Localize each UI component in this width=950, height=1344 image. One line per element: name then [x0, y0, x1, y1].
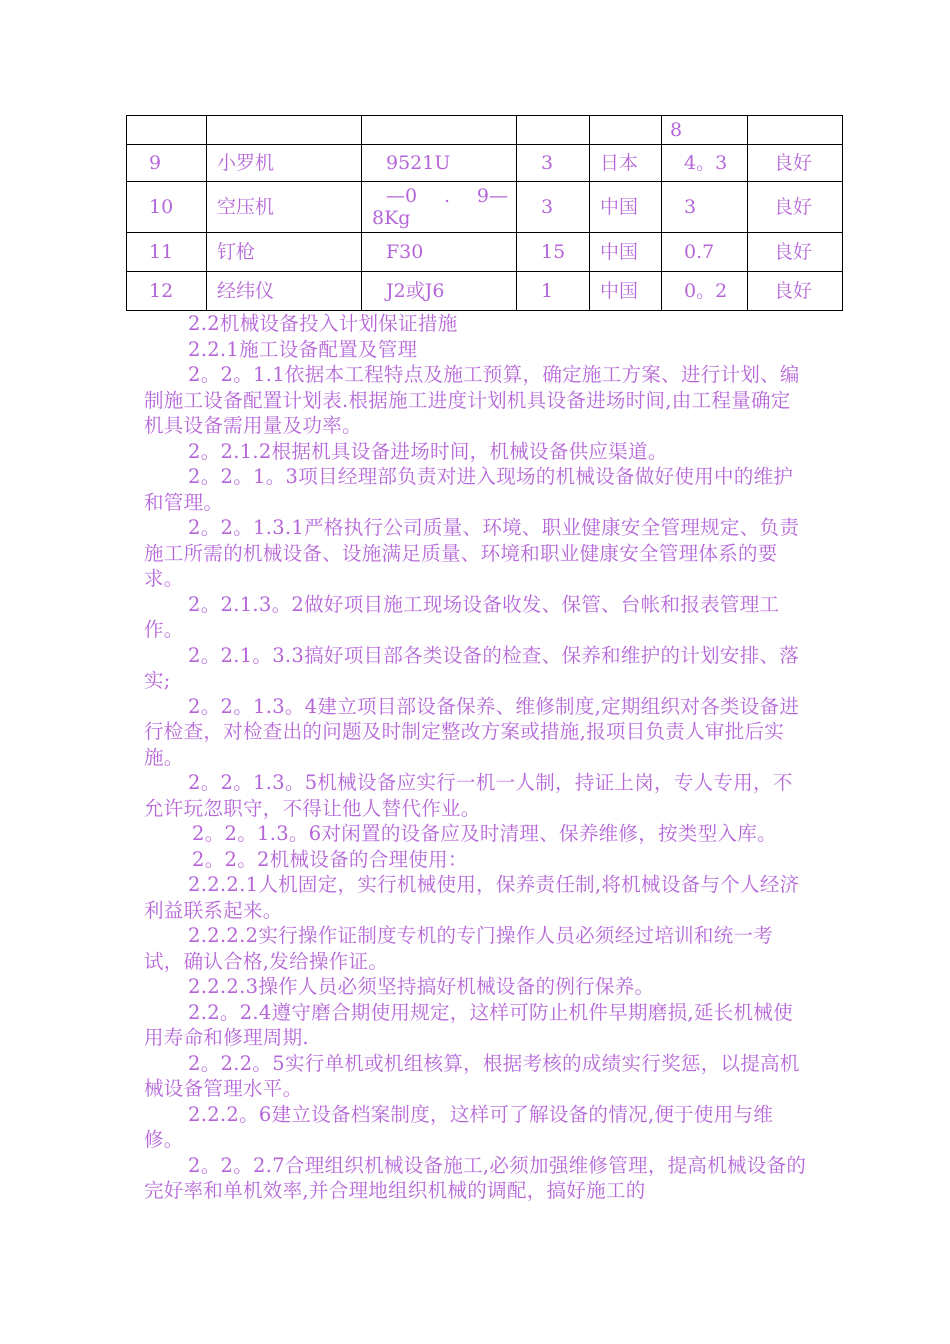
table-cell: 中国: [590, 272, 662, 311]
table-cell: 9: [127, 145, 207, 182]
table-cell: 小罗机: [207, 145, 362, 182]
table-cell: [362, 182, 517, 233]
table-row: [127, 233, 843, 272]
table-cell: 良好: [748, 145, 843, 182]
table-row: [127, 116, 843, 145]
paragraph: 2.2.2.2实行操作证制度专机的专门操作人员必须经过培训和统一考试，确认合格,发给操作证。: [144, 924, 774, 973]
paragraph: 2。2。1.3。6对闲置的设备应及时清理、保养维修，按类型入库。: [192, 822, 777, 845]
table-cell: 3: [517, 182, 590, 233]
document-body: [144, 311, 808, 1204]
table-cell: 空压机: [207, 182, 362, 233]
table-cell: 良好: [748, 182, 843, 233]
paragraph: 2.2。2.4遵守磨合期使用规定，这样可防止机件早期磨损,延长机械使用寿命和修理周期.: [144, 1000, 793, 1049]
table-cell: J2或J6: [362, 272, 517, 311]
paragraph: 2。2.1。3.3搞好项目部各类设备的检查、保养和维护的计划安排、落实;: [144, 643, 800, 692]
table-cell: [748, 116, 843, 145]
table-cell: 良好: [748, 233, 843, 272]
table-cell: [207, 116, 362, 145]
paragraph: 2。2.2。5实行单机或机组核算，根据考核的成绩实行奖惩，以提高机械设备管理水平。: [144, 1051, 800, 1100]
paragraph: 2。2。1.3.1严格执行公司质量、环境、职业健康安全管理规定、负责施工所需的机械设备、设施满足质量、环境和职业健康安全管理体系的要求。: [144, 516, 800, 590]
paragraph: 2。2。1。3项目经理部负责对进入现场的机械设备做好使用中的维护和管理。: [144, 465, 794, 514]
table-cell: [127, 116, 207, 145]
table-cell: 8: [662, 116, 748, 145]
table-cell: 经纬仪: [207, 272, 362, 311]
subsection-heading: 2.2.1施工设备配置及管理: [188, 337, 418, 361]
paragraph: 2。2.1.2根据机具设备进场时间，机械设备供应渠道。: [188, 439, 668, 463]
table-cell: 钉枪: [207, 233, 362, 272]
table-row: [127, 145, 843, 182]
table-cell: 4。3: [662, 145, 748, 182]
table-cell: 0。2: [662, 272, 748, 311]
table-cell: 中国: [590, 233, 662, 272]
table-cell: [362, 116, 517, 145]
table-cell: 日本: [590, 145, 662, 182]
paragraph: 2。2。2.7合理组织机械设备施工,必须加强维修管理，提高机械设备的完好率和单机效率,并合理地组织机械的调配，搞好施工的: [144, 1153, 807, 1202]
table-cell: F30: [362, 233, 517, 272]
model-line-1: —0 . 9—: [386, 185, 508, 207]
table-cell: 11: [127, 233, 207, 272]
subsection-heading: 2。2。2机械设备的合理使用：: [192, 847, 468, 871]
paragraph: 2.2.2。6建立设备档案制度，这样可了解设备的情况,便于使用与维修。: [144, 1102, 774, 1151]
section-heading: 2.2机械设备投入计划保证措施: [188, 312, 458, 335]
model-line-2: 8Kg: [372, 207, 411, 229]
equipment-table: [126, 115, 843, 311]
table-cell: 3: [517, 145, 590, 182]
table-cell: 15: [517, 233, 590, 272]
table-cell: 10: [127, 182, 207, 233]
table-cell: 中国: [590, 182, 662, 233]
table-cell: [517, 116, 590, 145]
paragraph: 2。2。1.3。4建立项目部设备保养、维修制度,定期组织对各类设备进行检查，对检查出的问题及时制定整改方案或措施,报项目负责人审批后实施。: [144, 694, 800, 769]
table-cell: 良好: [748, 272, 843, 311]
table-row: [127, 182, 843, 233]
paragraph: 2。2.1.3。2做好项目施工现场设备收发、保管、台帐和报表管理工作。: [144, 592, 780, 641]
paragraph: 2。2。1.1依据本工程特点及施工预算，确定施工方案、进行计划、编制施工设备配置计划表.根据施工进度计划机具设备进场时间,由工程量确定机具设备需用量及功率。: [144, 363, 800, 437]
paragraph: 2。2。1.3。5机械设备应实行一机一人制，持证上岗，专人专用，不允许玩忽职守，不得让他人替代作业。: [144, 771, 793, 820]
table-cell: 9521U: [362, 145, 517, 182]
table-cell: 1: [517, 272, 590, 311]
paragraph: 2.2.2.1人机固定，实行机械使用，保养责任制,将机械设备与个人经济利益联系起来。: [144, 873, 800, 922]
table-cell: 12: [127, 272, 207, 311]
table-cell: [590, 116, 662, 145]
table-row: [127, 272, 843, 311]
paragraph: 2.2.2.3操作人员必须坚持搞好机械设备的例行保养。: [188, 975, 655, 998]
table-cell: 3: [662, 182, 748, 233]
table-cell: 0.7: [662, 233, 748, 272]
